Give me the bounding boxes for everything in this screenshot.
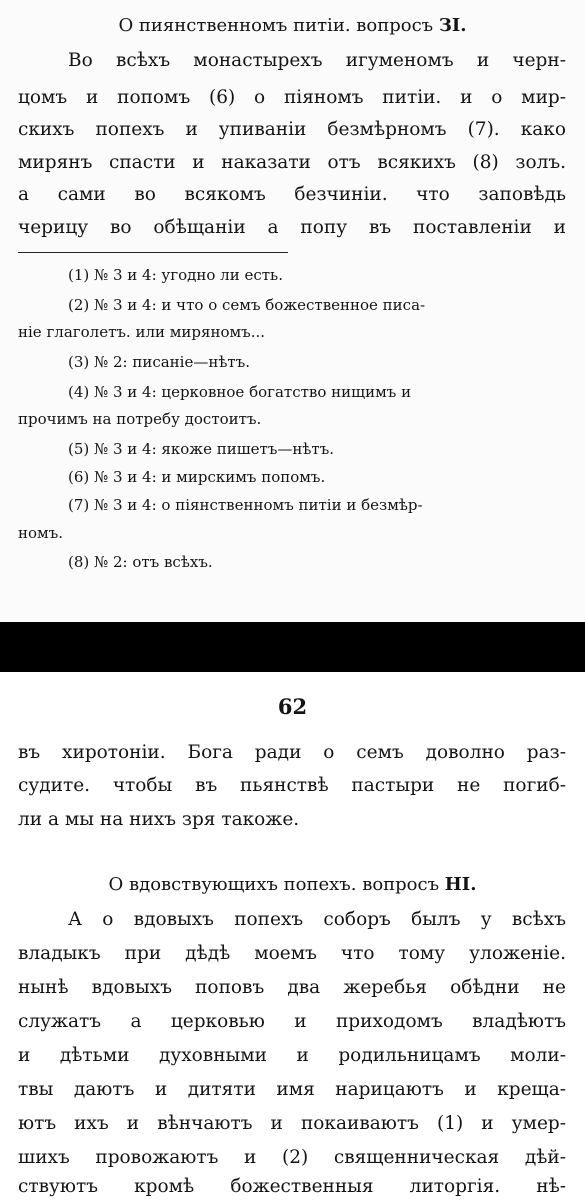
- heading-text: О вдовствующихъ попехъ. вопросъ: [108, 874, 440, 895]
- body-line: а сами во всякомъ безчиніи. что заповѣдь: [18, 184, 566, 205]
- footnote: (7) № 3 и 4: о піянственномъ питіи и безмѣр-: [68, 496, 423, 514]
- footnote-continuation: прочимъ на потребу достоитъ.: [18, 410, 262, 428]
- footnote: (2) № 3 и 4: и что о семъ божественное писа-: [68, 296, 426, 314]
- heading-text: О пиянственномъ питіи. вопросъ: [118, 15, 434, 36]
- body-line: судите. чтобы въ пьянствѣ пастыри не погиб-: [18, 775, 566, 796]
- body-line: А о вдовыхъ попехъ соборъ былъ у всѣхъ: [68, 909, 566, 930]
- footnote: (5) № 3 и 4: якоже пишетъ—нѣтъ.: [68, 440, 335, 458]
- body-line: мирянъ спасти и наказати отъ всякихъ (8) золъ.: [18, 152, 566, 173]
- question-number: НІ.: [444, 874, 477, 895]
- question-number: ЗІ.: [438, 15, 467, 36]
- footnote: (4) № 3 и 4: церковное богатство нищимъ и: [68, 383, 412, 401]
- page-gap: [0, 622, 585, 672]
- body-line: ли а мы на нихъ зря такоже.: [18, 809, 300, 830]
- footnote: (1) № 3 и 4: угодно ли есть.: [68, 266, 283, 284]
- body-line: въ хиротоніи. Бога ради о семъ доволно раз-: [18, 742, 566, 763]
- body-line: черицу во обѣщаніи а попу въ поставленіи и: [18, 217, 566, 238]
- body-line: нынѣ вдовыхъ поповъ два жеребья обѣдни не: [18, 977, 566, 998]
- body-line: ствуютъ кромѣ божественныя литоргія. нѣ-: [18, 1176, 566, 1197]
- body-line: владыкъ при дѣдѣ моемъ что тому уложеніе.: [18, 943, 566, 964]
- body-line: служатъ а церковью и приходомъ владѣютъ: [18, 1011, 566, 1032]
- section-heading-31: [0, 14, 585, 38]
- page-number: 62: [277, 694, 308, 719]
- footnote-continuation: ніе глаголетъ. или миряномъ...: [18, 323, 266, 341]
- footnote: (6) № 3 и 4: и мирскимъ попомъ.: [68, 468, 326, 486]
- body-line: цомъ и попомъ (6) о піяномъ питіи. и о мир-: [18, 87, 566, 108]
- body-line: Во всѣхъ монастырехъ игуменомъ и черн-: [68, 50, 566, 71]
- body-line: скихъ попехъ и упиваніи безмѣрномъ (7). како: [18, 119, 566, 140]
- footnote: (8) № 2: отъ всѣхъ.: [68, 553, 213, 571]
- section-heading-38: [0, 873, 585, 897]
- body-line: и дѣтьми духовными и родильницамъ моли-: [18, 1045, 566, 1066]
- footnote: (3) № 2: писаніе—нѣтъ.: [68, 353, 251, 371]
- footnote-continuation: номъ.: [18, 524, 64, 542]
- body-line: твы даютъ и дитяти имя нарицаютъ и крещa-: [18, 1079, 566, 1100]
- body-line: ютъ ихъ и вѣнчаютъ и покаиваютъ (1) и умер-: [18, 1113, 566, 1134]
- body-line: шихъ провожаютъ и (2) священническая дѣй-: [18, 1147, 566, 1168]
- footnote-divider: [18, 252, 288, 253]
